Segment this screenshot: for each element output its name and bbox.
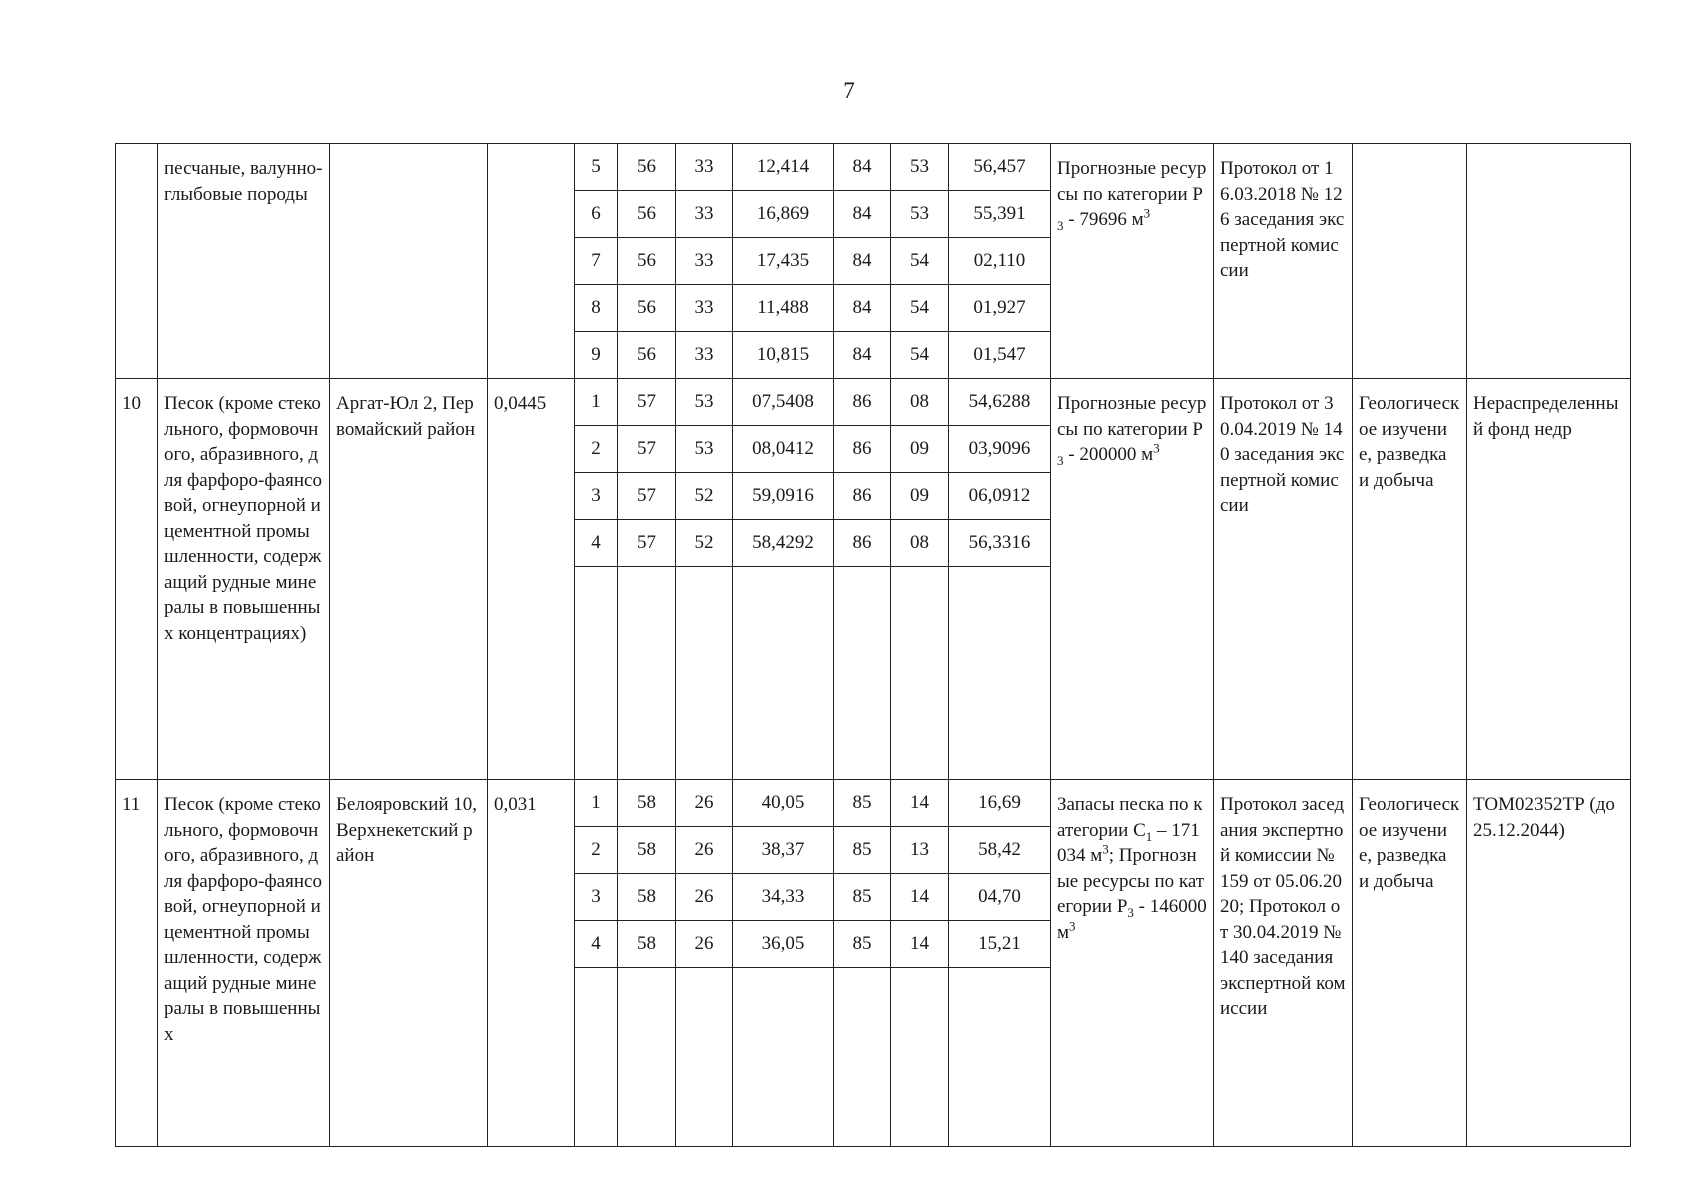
lon-seconds: 01,927 <box>949 285 1051 332</box>
purpose-cell: Геологическое изучение, разведка и добыча <box>1353 379 1467 780</box>
empty-cell <box>891 968 949 1147</box>
lat-seconds: 36,05 <box>733 921 834 968</box>
point-number: 8 <box>575 285 618 332</box>
lat-minutes: 26 <box>676 827 733 874</box>
lon-seconds: 56,457 <box>949 144 1051 191</box>
lat-seconds: 08,0412 <box>733 426 834 473</box>
area-cell: 0,031 <box>488 780 575 1147</box>
lon-degrees: 85 <box>834 921 891 968</box>
lat-seconds: 12,414 <box>733 144 834 191</box>
resources-text: Прогнозные ресурсы по категории Р <box>1057 393 1207 440</box>
lat-seconds: 17,435 <box>733 238 834 285</box>
lat-minutes: 33 <box>676 238 733 285</box>
category-subscript: 3 <box>1057 217 1064 233</box>
unit-superscript: 3 <box>1069 918 1076 934</box>
point-number: 2 <box>575 426 618 473</box>
location-cell: Белояровский 10, Верхнекетский район <box>330 780 488 1147</box>
license-cell: ТОМ02352ТР (до 25.12.2044) <box>1467 780 1631 1147</box>
lat-degrees: 57 <box>618 520 676 567</box>
location-cell: Аргат-Юл 2, Первомайский район <box>330 379 488 780</box>
protocol-cell: Протокол от 16.03.2018 № 126 заседания экспертной комиссии <box>1214 144 1353 379</box>
license-cell: Нераспределенный фонд недр <box>1467 379 1631 780</box>
row-number-cell: 11 <box>116 780 158 1147</box>
resources-text: Прогнозные ресурсы по категории Р <box>1057 158 1207 205</box>
lat-degrees: 58 <box>618 827 676 874</box>
license-cell <box>1467 144 1631 379</box>
lat-minutes: 26 <box>676 921 733 968</box>
lat-degrees: 58 <box>618 921 676 968</box>
lon-degrees: 84 <box>834 238 891 285</box>
lon-degrees: 84 <box>834 285 891 332</box>
reserves-cell <box>1051 780 1214 1147</box>
lon-seconds: 01,547 <box>949 332 1051 379</box>
lat-minutes: 26 <box>676 780 733 827</box>
lat-degrees: 57 <box>618 379 676 426</box>
lon-minutes: 14 <box>891 874 949 921</box>
table-row <box>116 780 1631 827</box>
lat-seconds: 34,33 <box>733 874 834 921</box>
empty-cell <box>733 968 834 1147</box>
empty-cell <box>733 567 834 780</box>
point-number: 1 <box>575 780 618 827</box>
page-number: 7 <box>843 78 855 103</box>
point-number: 7 <box>575 238 618 285</box>
point-number: 6 <box>575 191 618 238</box>
lat-degrees: 57 <box>618 426 676 473</box>
unit-superscript: 3 <box>1143 205 1151 221</box>
lon-minutes: 08 <box>891 379 949 426</box>
point-number: 4 <box>575 520 618 567</box>
mineral-cell: Песок (кроме стекольного, формовочного, абразивного, для фарфоро-фаянсовой, огнеупорной и цементной промышленности, содержащий рудные минералы в повышенных концентрациях) <box>158 379 330 780</box>
protocol-cell: Протокол заседания экспертной комиссии № 159 от 05.06.2020; Протокол от 30.04.2019 № 140 заседания экспертной комиссии <box>1214 780 1353 1147</box>
lat-minutes: 33 <box>676 332 733 379</box>
lat-seconds: 40,05 <box>733 780 834 827</box>
lon-seconds: 54,6288 <box>949 379 1051 426</box>
lon-minutes: 13 <box>891 827 949 874</box>
point-number: 1 <box>575 379 618 426</box>
lon-seconds: 06,0912 <box>949 473 1051 520</box>
area-cell <box>488 144 575 379</box>
resources-text: ; Прогнозные ресурсы по категории Р <box>1057 845 1205 917</box>
lat-degrees: 56 <box>618 191 676 238</box>
lat-seconds: 07,5408 <box>733 379 834 426</box>
empty-cell <box>676 968 733 1147</box>
point-number: 3 <box>575 473 618 520</box>
category-subscript: 3 <box>1057 452 1064 468</box>
lon-degrees: 85 <box>834 780 891 827</box>
category-subscript: 3 <box>1127 904 1134 920</box>
lon-degrees: 86 <box>834 473 891 520</box>
lon-minutes: 54 <box>891 285 949 332</box>
empty-cell <box>618 567 676 780</box>
lat-seconds: 58,4292 <box>733 520 834 567</box>
lat-minutes: 33 <box>676 191 733 238</box>
lon-seconds: 55,391 <box>949 191 1051 238</box>
reserves-text: Запасы песка по категории С <box>1057 794 1203 841</box>
lon-seconds: 56,3316 <box>949 520 1051 567</box>
lat-seconds: 10,815 <box>733 332 834 379</box>
row-number-cell <box>116 144 158 379</box>
row-number-cell: 10 <box>116 379 158 780</box>
lat-degrees: 56 <box>618 238 676 285</box>
lon-seconds: 03,9096 <box>949 426 1051 473</box>
lat-seconds: 16,869 <box>733 191 834 238</box>
lon-degrees: 84 <box>834 144 891 191</box>
lon-minutes: 08 <box>891 520 949 567</box>
lon-degrees: 86 <box>834 520 891 567</box>
lat-minutes: 33 <box>676 285 733 332</box>
lat-degrees: 58 <box>618 780 676 827</box>
resources-cell <box>1051 379 1214 780</box>
lat-degrees: 58 <box>618 874 676 921</box>
deposits-table <box>115 143 1631 1147</box>
lat-minutes: 26 <box>676 874 733 921</box>
lat-seconds: 59,0916 <box>733 473 834 520</box>
lon-seconds: 04,70 <box>949 874 1051 921</box>
lon-degrees: 85 <box>834 827 891 874</box>
empty-cell <box>891 567 949 780</box>
unit-superscript: 3 <box>1153 440 1160 456</box>
empty-cell <box>834 567 891 780</box>
lat-minutes: 53 <box>676 426 733 473</box>
point-number: 5 <box>575 144 618 191</box>
lat-seconds: 11,488 <box>733 285 834 332</box>
point-number: 9 <box>575 332 618 379</box>
point-number: 3 <box>575 874 618 921</box>
empty-cell <box>575 968 618 1147</box>
lat-degrees: 56 <box>618 144 676 191</box>
resources-amount: - 146000 м <box>1057 896 1207 943</box>
purpose-cell <box>1353 144 1467 379</box>
point-number: 2 <box>575 827 618 874</box>
lat-minutes: 53 <box>676 379 733 426</box>
mineral-cell: Песок (кроме стекольного, формовочного, абразивного, для фарфоро-фаянсовой, огнеупорной и цементной промышленности, содержащий рудные минералы в повышенных <box>158 780 330 1147</box>
lon-seconds: 16,69 <box>949 780 1051 827</box>
lon-minutes: 53 <box>891 191 949 238</box>
lat-minutes: 33 <box>676 144 733 191</box>
lon-minutes: 54 <box>891 332 949 379</box>
lon-minutes: 53 <box>891 144 949 191</box>
lat-minutes: 52 <box>676 520 733 567</box>
empty-cell <box>949 968 1051 1147</box>
empty-cell <box>618 968 676 1147</box>
lon-degrees: 86 <box>834 379 891 426</box>
empty-cell <box>949 567 1051 780</box>
lon-minutes: 14 <box>891 921 949 968</box>
lat-degrees: 57 <box>618 473 676 520</box>
purpose-cell: Геологическое изучение, разведка и добыча <box>1353 780 1467 1147</box>
unit-superscript: 3 <box>1102 841 1109 857</box>
lon-minutes: 14 <box>891 780 949 827</box>
area-cell: 0,0445 <box>488 379 575 780</box>
resources-amount: - 79696 м <box>1063 209 1144 230</box>
empty-cell <box>575 567 618 780</box>
resources-amount: - 200000 м <box>1063 444 1154 465</box>
protocol-cell: Протокол от 30.04.2019 № 140 заседания экспертной комиссии <box>1214 379 1353 780</box>
mineral-cell: песчаные, валунно-глыбовые породы <box>158 144 330 379</box>
table-row <box>116 379 1631 426</box>
lon-minutes: 09 <box>891 426 949 473</box>
reserves-amount: – 171034 м <box>1057 819 1200 866</box>
lon-degrees: 85 <box>834 874 891 921</box>
lon-seconds: 15,21 <box>949 921 1051 968</box>
table-row <box>116 144 1631 191</box>
category-subscript: 1 <box>1145 828 1153 844</box>
point-number: 4 <box>575 921 618 968</box>
lat-degrees: 56 <box>618 332 676 379</box>
lon-minutes: 54 <box>891 238 949 285</box>
location-cell <box>330 144 488 379</box>
resources-cell <box>1051 144 1214 379</box>
lat-minutes: 52 <box>676 473 733 520</box>
lon-degrees: 86 <box>834 426 891 473</box>
empty-cell <box>834 968 891 1147</box>
lon-seconds: 58,42 <box>949 827 1051 874</box>
lon-degrees: 84 <box>834 191 891 238</box>
lat-seconds: 38,37 <box>733 827 834 874</box>
lon-minutes: 09 <box>891 473 949 520</box>
lon-degrees: 84 <box>834 332 891 379</box>
lon-seconds: 02,110 <box>949 238 1051 285</box>
lat-degrees: 56 <box>618 285 676 332</box>
empty-cell <box>676 567 733 780</box>
